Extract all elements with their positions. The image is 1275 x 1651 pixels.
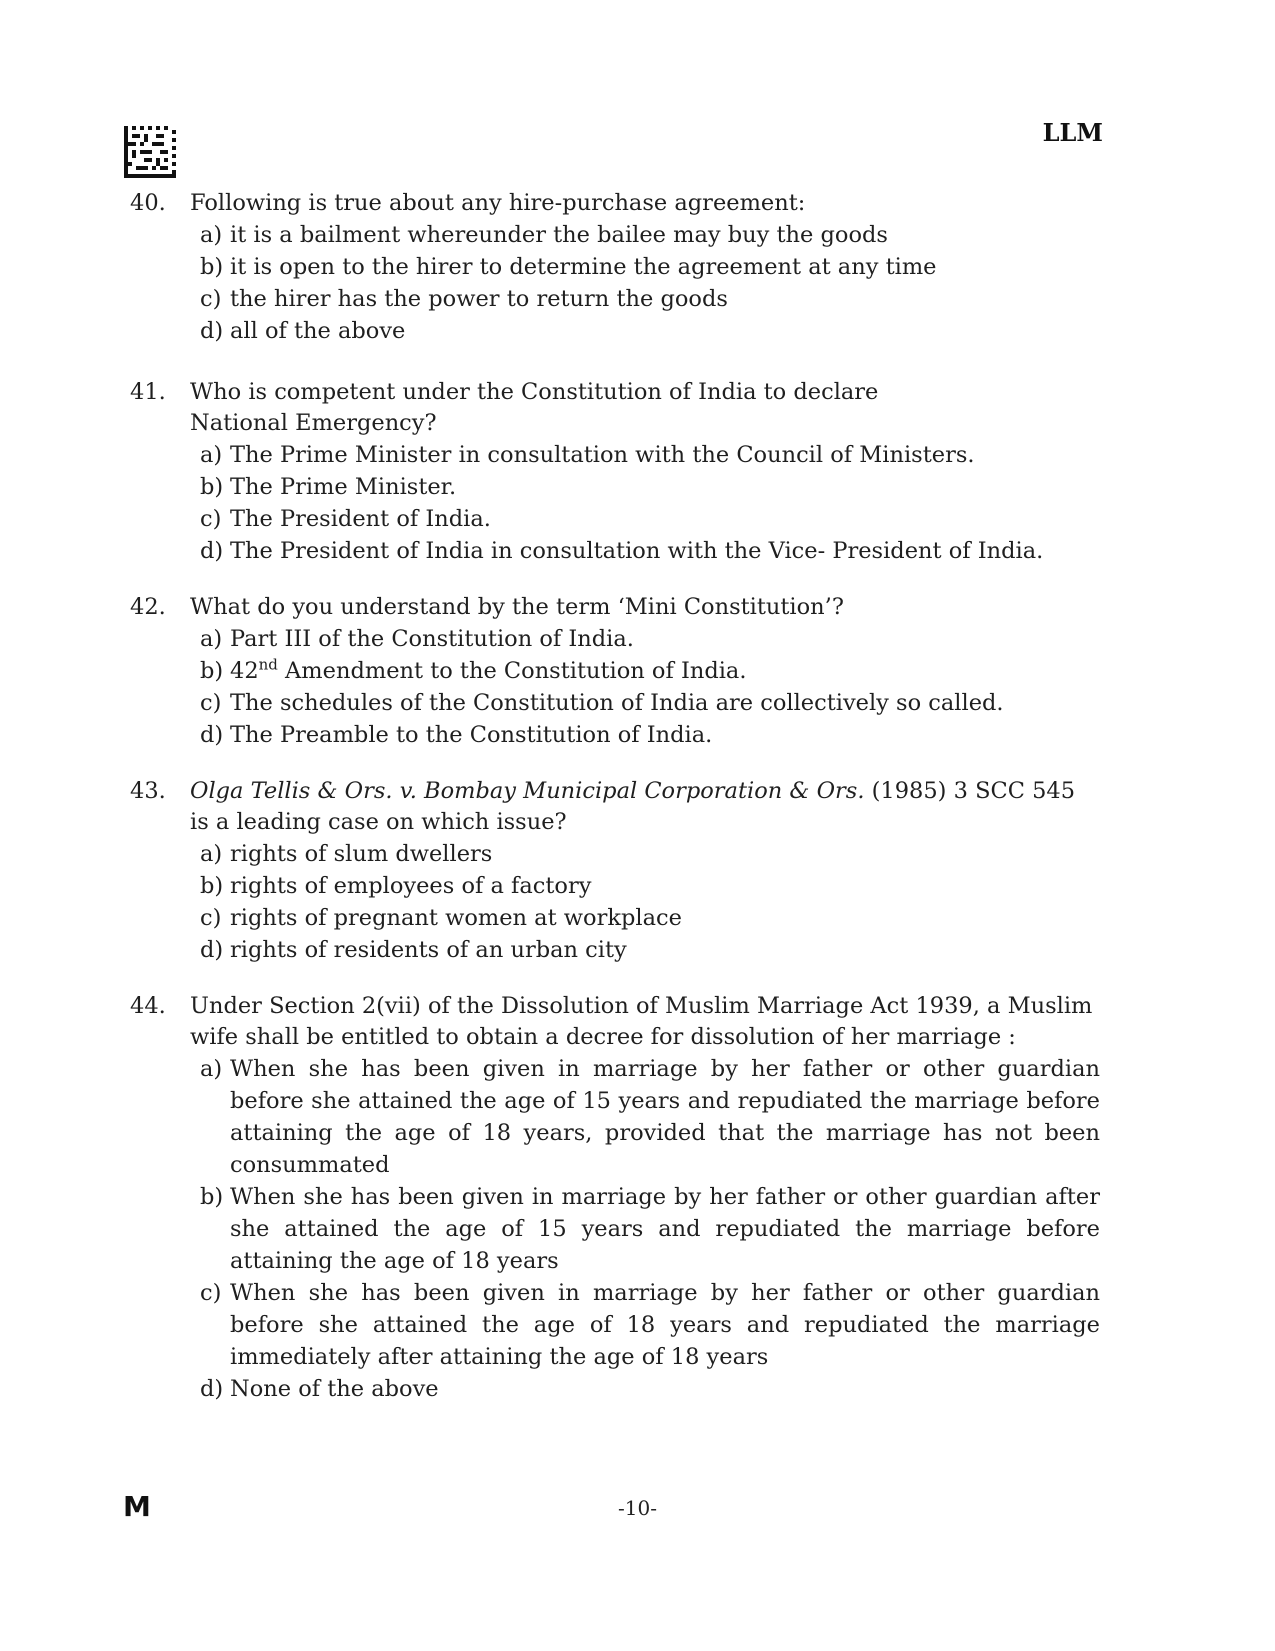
datamatrix-code-icon [124, 126, 176, 178]
case-name: Olga Tellis & Ors. v. Bombay Municipal Corporation & Ors. [190, 778, 865, 804]
option-text: it is a bailment whereunder the bailee may buy the goods [230, 222, 888, 248]
option-label: a) [200, 626, 223, 652]
option-label: a) [200, 442, 223, 468]
option-b [200, 655, 1100, 687]
option-text: The Prime Minister in consultation with the Council of Ministers. [230, 442, 975, 468]
question-44 [130, 991, 1100, 1405]
option-label: b) [200, 658, 224, 684]
question-text-rest: (1985) 3 SCC 545 is a leading case on which issue? [190, 778, 1076, 835]
question-text: Under Section 2(vii) of the Dissolution of Muslim Marriage Act 1939, a Muslim wife shall be entitled to obtain a decree for dissolution of her marriage : [190, 993, 1093, 1050]
question-40 [130, 188, 1100, 347]
option-text: it is open to the hirer to determine the agreement at any time [230, 254, 937, 280]
option-text: rights of slum dwellers [230, 841, 493, 867]
option-c [200, 283, 1100, 315]
option-text: Part III of the Constitution of India. [230, 626, 634, 652]
question-text [190, 776, 1100, 838]
question-number: 42. [130, 594, 166, 620]
question-text: Who is competent under the Constitution of India to declare National Emergency? [190, 379, 879, 436]
option-b [200, 1181, 1100, 1277]
option-a [200, 1053, 1100, 1181]
option-label: d) [200, 937, 224, 963]
option-c [200, 503, 1100, 535]
option-label: c) [200, 286, 222, 312]
option-text: When she has been given in marriage by her father or other guardian after she attained the age of 15 years and repudiated the marriage before attaining the age of 18 years [230, 1184, 1100, 1274]
option-label: a) [200, 222, 223, 248]
option-label: c) [200, 690, 222, 716]
option-label: d) [200, 538, 224, 564]
page-number: -10- [618, 1496, 657, 1520]
option-text [230, 655, 1100, 687]
option-label: b) [200, 873, 224, 899]
option-text: The President of India in consultation with the Vice- President of India. [230, 538, 1044, 564]
option-label: c) [200, 905, 222, 931]
option-text: When she has been given in marriage by her father or other guardian before she attained the age of 15 years and repudiated the marriage before attaining the age of 18 years, provided that the marriage has not been consummated [230, 1056, 1100, 1178]
option-d [200, 934, 1100, 966]
option-a [200, 219, 1100, 251]
option-d [200, 535, 1100, 567]
option-label: c) [200, 1280, 222, 1306]
question-number: 40. [130, 190, 166, 216]
option-text: When she has been given in marriage by her father or other guardian before she attained the age of 18 years and repudiated the marriage immediately after attaining the age of 18 years [230, 1280, 1100, 1370]
question-number: 44. [130, 993, 166, 1019]
option-d [200, 315, 1100, 347]
option-label: b) [200, 1184, 224, 1210]
ordinal-suffix: nd [258, 655, 278, 674]
option-label: d) [200, 318, 224, 344]
option-d [200, 1373, 1100, 1405]
option-c [200, 1277, 1100, 1373]
question-41 [130, 377, 1100, 567]
option-label: d) [200, 722, 224, 748]
option-a [200, 439, 1100, 471]
option-d [200, 719, 1100, 751]
option-c [200, 902, 1100, 934]
question-number: 41. [130, 379, 166, 405]
question-text: What do you understand by the term ‘Mini Constitution’? [190, 594, 844, 620]
option-label: a) [200, 1056, 223, 1082]
option-text: The Preamble to the Constitution of India. [230, 722, 713, 748]
option-text: The President of India. [230, 506, 491, 532]
option-text: The schedules of the Constitution of India are collectively so called. [230, 690, 1004, 716]
amendment-number: 42 [230, 658, 259, 684]
option-label: d) [200, 1376, 224, 1402]
footer-set-code: M [123, 1490, 151, 1523]
option-text: None of the above [230, 1376, 439, 1402]
question-text: Following is true about any hire-purchase agreement: [190, 190, 806, 216]
option-c [200, 687, 1100, 719]
option-label: b) [200, 474, 224, 500]
option-label: a) [200, 841, 223, 867]
option-a [200, 623, 1100, 655]
option-b [200, 251, 1100, 283]
option-label: b) [200, 254, 224, 280]
option-text: the hirer has the power to return the goods [230, 286, 728, 312]
amendment-text: Amendment to the Constitution of India. [277, 658, 747, 684]
option-label: c) [200, 506, 222, 532]
question-43 [130, 776, 1100, 966]
question-42 [130, 592, 1100, 751]
option-a [200, 838, 1100, 870]
header-exam-code: LLM [1042, 118, 1103, 147]
option-text: rights of pregnant women at workplace [230, 905, 682, 931]
question-list [130, 188, 1100, 1430]
option-text: The Prime Minister. [230, 474, 457, 500]
option-text: all of the above [230, 318, 406, 344]
option-text: rights of residents of an urban city [230, 937, 627, 963]
option-b [200, 471, 1100, 503]
option-b [200, 870, 1100, 902]
option-text: rights of employees of a factory [230, 873, 592, 899]
question-number: 43. [130, 778, 166, 804]
